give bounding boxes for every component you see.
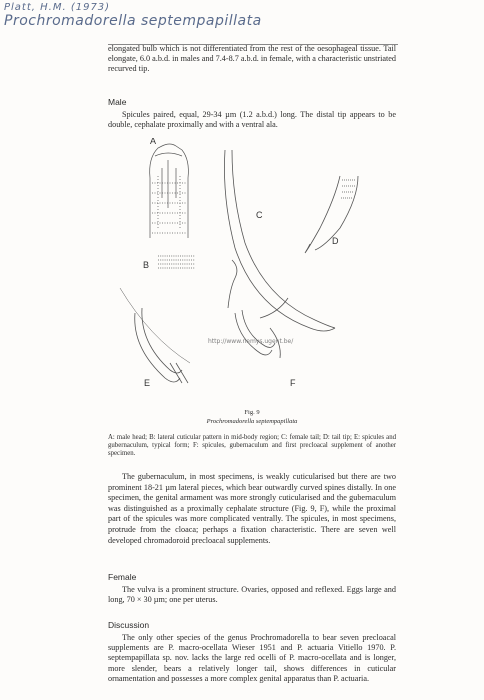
figure-9-drawings bbox=[110, 138, 395, 390]
watermark-url: http://www.nemys.ugent.be/ bbox=[208, 338, 294, 345]
male-paragraph: Spicules paired, equal, 29-34 µm (1.2 a.b.d.) long. The distal tip appears to be double, cephalate proximally and with a ventral ala. bbox=[108, 110, 396, 130]
discussion-paragraph: The only other species of the genus Prochromadorella to bear seven precloacal supplements are P. macro-ocellata Wieser 1951 and P. actuaria Vitiello 1970. P. septempapillata sp. nov. lacks the large red ocelli of P. macro-ocellata and is longer, more slender, bears a relatively longer tail, shows differences in cuticular ornamentation and possesses a more complex genital apparatus than P. actuaria. bbox=[108, 633, 396, 683]
figure-number: Fig. 9 bbox=[244, 409, 260, 416]
label-d: D bbox=[332, 236, 339, 246]
gubernaculum-paragraph: The gubernaculum, in most specimens, is weakly cuticularised but there are two prominent 18-21 µm lateral pieces, which bear outwardly curved spines distally. In one specimen, the genital armament was more strongly cuticularised and the gubernaculum was distinguished as a proximally cephalate structure (Fig. 9, F), while the proximal part of the spicules was more complicated ventrally. The spicules, in most specimens, protrude from the cloaca; perhaps a fixation characteristic. There are seven well developed chromadoroid precloacal supplements. bbox=[108, 472, 396, 545]
handwritten-author: Platt, H.M. (1973) bbox=[4, 2, 111, 13]
figure-species: Prochromadorella septempapillata bbox=[206, 418, 298, 425]
discussion-heading: Discussion bbox=[108, 620, 150, 630]
female-paragraph: The vulva is a prominent structure. Ovaries, opposed and reflexed. Eggs large and long, 70 × 30 µm; one per uterus. bbox=[108, 585, 396, 605]
drawing-a-male-head bbox=[150, 144, 189, 238]
label-f: F bbox=[290, 378, 296, 388]
label-c: C bbox=[256, 210, 263, 220]
female-heading: Female bbox=[108, 572, 137, 582]
label-e: E bbox=[144, 378, 151, 388]
figure-caption: A: male head; B: lateral cuticular pattern in mid-body region; C: female tail; D: tail tip; E: spicules and gubernaculum, typical form; F: spicules, gubernaculum and first precloacal supplement of another specimen. bbox=[108, 434, 396, 457]
male-heading: Male bbox=[108, 97, 127, 107]
handwritten-species: Prochromadorella septempapillata bbox=[4, 13, 262, 29]
drawing-b-cuticle bbox=[158, 256, 195, 268]
drawing-e-spicules bbox=[120, 288, 190, 383]
label-b: B bbox=[143, 260, 150, 270]
intro-paragraph: elongated bulb which is not differentiated from the rest of the oesophageal tissue. Tail elongate, 6.0 a.b.d. in males and 7.4-8.7 a.b.d. in female, with a characteristic unstriated recurved tip. bbox=[108, 44, 396, 74]
label-a: A bbox=[150, 138, 157, 146]
drawing-c-female-tail bbox=[224, 150, 335, 331]
